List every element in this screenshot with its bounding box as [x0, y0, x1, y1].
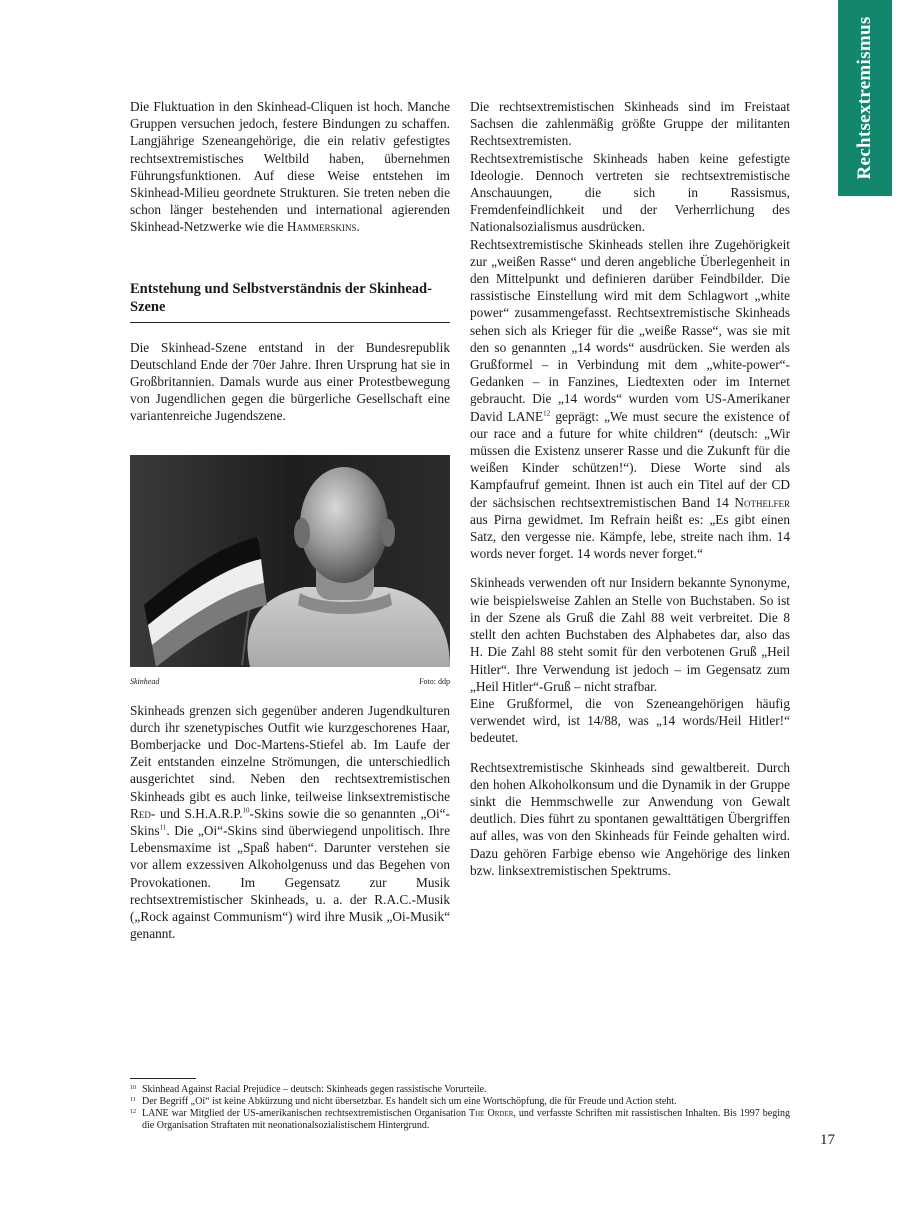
footnote-11: 11 Der Begriff „Oi“ ist keine Abkürzung und nicht übersetzbar. Es handelt sich um eine Wortschöpfung, die für Freude und Action steht.: [130, 1096, 677, 1107]
footnote-ref-10[interactable]: 10: [242, 806, 250, 815]
section-tab-label: Rechtsextremismus: [854, 16, 875, 180]
footnote-12: 12 LANE war Mitglied der US-amerikanischen rechtsextremistischen Organisation The Order, und verfasste Schriften mit rassistischen Inhalten. Bis 1997 beging die Organisation Straftaten mit neonationalsozialistischem Hintergrund.: [130, 1108, 790, 1131]
footnote-10: 10 Skinhead Against Racial Prejudice – deutsch: Skinheads gegen rassistische Vorurteile.: [130, 1084, 487, 1095]
footnote-divider: [130, 1078, 196, 1079]
left-column: [130, 98, 450, 942]
footnotes: [130, 1078, 790, 1132]
origin-paragraph: Die Skinhead-Szene entstand in der Bundesrepublik Deutschland Ende der 70er Jahre. Ihren Ursprung hat sie in Großbritannien. Damals wurde aus einer Protestbewegung von Jugendlichen gegen die bürgerliche Gesellschaft eine variantenreiche Jugendszene.: [130, 339, 450, 424]
intro-paragraph: Die Fluktuation in den Skinhead-Cliquen ist hoch. Manche Gruppen versuchen jedoch, festere Bindungen zu schaffen. Langjährige Szeneangehörige, die ein relativ gefestigtes rechtsextremistisches Weltbild haben, übernehmen Führungsfunktionen. Auf diese Weise entstehen im Skinhead-Milieu geordnete Strukturen. Sie treten neben die schon länger bestehenden und international agierenden Skinhead-Netzwerke wie die Hammerskins.: [130, 99, 450, 235]
greeting-paragraph: Eine Grußformel, die von Szeneangehörigen häufig verwendet wird, ist 14/88, was „14 words/Heil Hitler!“ bedeutet.: [470, 695, 790, 746]
skinhead-photo-illustration: [130, 455, 450, 667]
photo-caption: Skinhead: [130, 676, 160, 686]
footnote-ref-12[interactable]: 12: [543, 409, 551, 418]
photo-credit: Foto: ddp: [419, 676, 450, 686]
section-tab: [838, 0, 892, 196]
photo-caption-row: [130, 677, 450, 687]
white-power-paragraph: Rechtsextremistische Skinheads stellen ihre Zugehörigkeit zur „weißen Rasse“ und deren angebliche Überlegenheit in den Mittelpunkt und definieren darüber Feindbilder. Die rassistische Einstellung wird mit dem Schlagwort „white power“ zusammengefasst. Rechtsextremistische Skinheads sehen sich als Krieger für die „weiße Rasse“, was sie mit den so genannten „14 words“ ausdrücken. Sie werden als Grußformel – in Verbindung mit dem „white-power“-Gedanken – in Fanzines, Liedtexten oder im Internet gebraucht. Die „14 words“ wurden vom US-Amerikaner David LANE$^{12}$ geprägt: „We must secure the existence of our race and a future for white children“ (deutsch: „Wir müssen die Existenz unserer Rasse und die Zukunft für die weißen Kinder schützen!“). Diese Worte sind als Kampfaufruf gemeint. Ihnen ist auch ein Titel auf der CD der sächsischen rechtsextremistischen Band 14 Nothelfer aus Pirna gewidmet. Im Refrain heißt es: „Es gibt einen Satz, den vergesse nie. Kämpfe, lebe, streite nach ihm. 14 words never forget. 14 words never forget.“: [470, 236, 791, 562]
footnote-ref-11[interactable]: 11: [159, 823, 167, 832]
page-number: 17: [820, 1132, 835, 1148]
subcultures-paragraph: Skinheads grenzen sich gegenüber anderen Jugendkulturen durch ihr szenetypisches Outfit wie kurzgeschorenes Haar, Bomberjacke und Doc-Martens-Stiefel ab. Im Laufe der Zeit entstanden einzelne Strömungen, die unterschiedlich ausgerichtet sind. Neben den rechtsextremistischen Skinheads gibt es auch linke, teilweise linksextremistische Red- und S.H.A.R.P.$^{10}$-Skins sowie die so genannten „Oi“-Skins$^{11}$. Die „Oi“-Skins sind überwiegend unpolitisch. Ihre Lebensmaxime ist „Spaß haben“. Darunter verstehen sie vor allem exzessiven Alkoholgenuss und das Begehen von Provokationen. Im Gegensatz zur Musik rechtsextremistischer Skinheads, u. a. der R.A.C.-Musik („Rock against Communism“) wird ihre Musik „Oi-Musik“ genannt.: [130, 702, 450, 942]
skinhead-photo: [130, 455, 450, 667]
synonyms-paragraph: Skinheads verwenden oft nur Insidern bekannte Synonyme, wie beispielsweise Zahlen an Stelle von Buchstaben. So ist in der Szene als Gruß die Zahl 88 weit verbreitet. Die 8 stellt den achten Buchstaben des Alphabetes dar, also das H. Die Zahl 88 steht somit für den verbotenen Gruß „Heil Hitler“. Ihre Verwendung ist jedoch – im Gegensatz zum „Heil Hitler“-Gruß – nicht strafbar.: [470, 575, 790, 694]
right-column: [470, 98, 790, 879]
ideology-paragraph: Rechtsextremistische Skinheads haben keine gefestigte Ideologie. Dennoch vertreten sie rechtsextremistische Anschauungen, die sich in Rassismus, Fremdenfeindlichkeit und der Verherrlichung des Nationalsozialismus ausdrücken.: [470, 150, 790, 235]
section-heading: Entstehung und Selbstverständnis der Skinhead-Szene: [130, 280, 450, 323]
sachsen-paragraph: Die rechtsextremistischen Skinheads sind im Freistaat Sachsen die zahlenmäßig größte Gruppe der militanten Rechtsextremisten.: [470, 99, 790, 149]
violence-paragraph: Rechtsextremistische Skinheads sind gewaltbereit. Durch den hohen Alkoholkonsum und die Dynamik in der Gruppe sinkt die Hemmschwelle zur Anwendung von Gewalt deutlich. Dies führt zu spontanen gewalttätigen Übergriffen auf alles, was von den Skinheads für Feinde gehalten wird. Dazu gehören Farbige ebenso wie Angehörige des linken bzw. linksextremistischen Spektrums.: [470, 759, 790, 878]
